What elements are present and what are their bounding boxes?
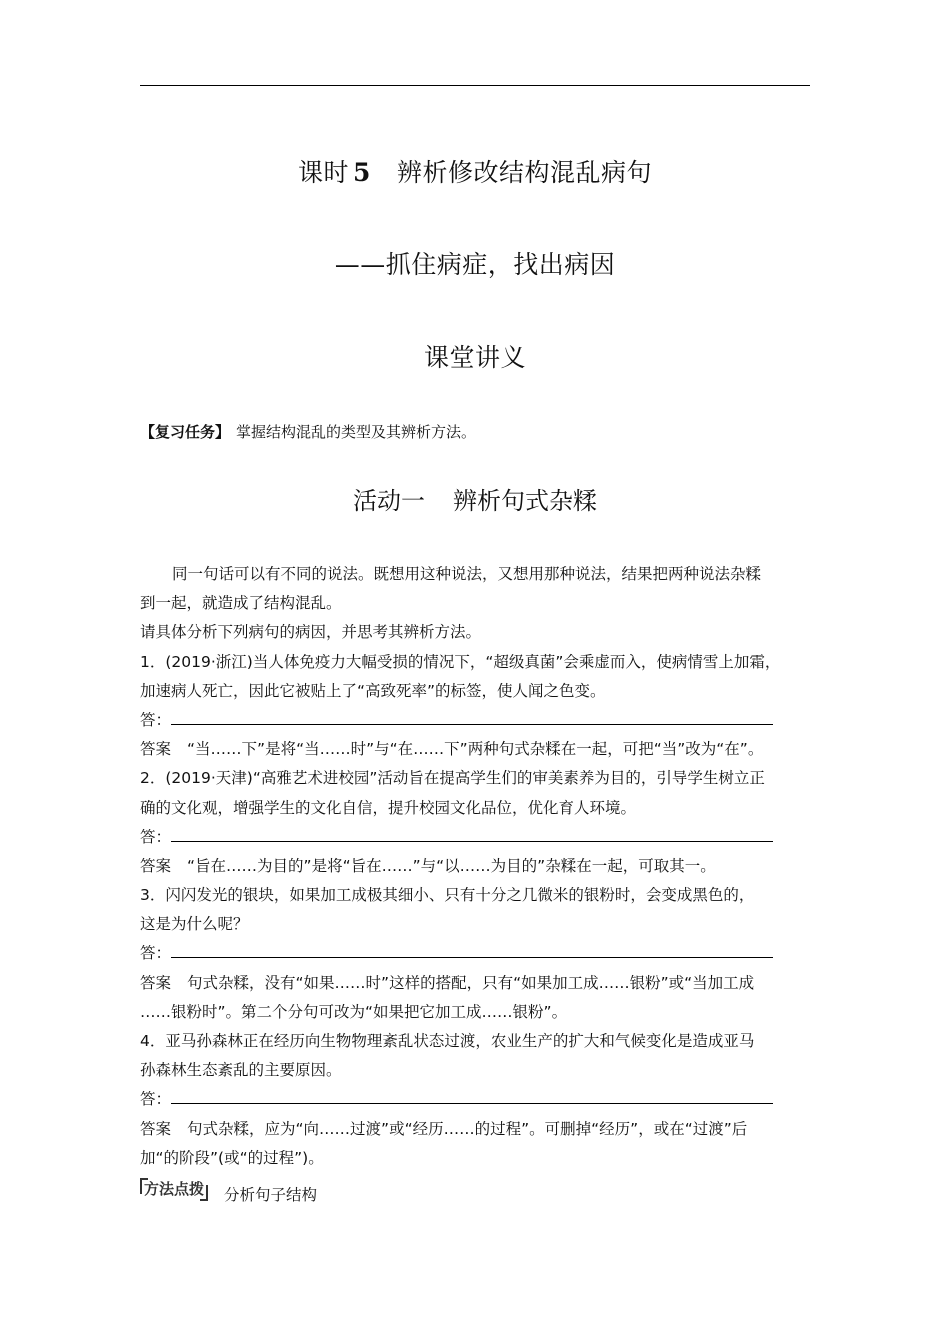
review-text: 掌握结构混乱的类型及其辨析方法。 <box>236 423 477 441</box>
answer-blank[interactable] <box>171 1089 773 1104</box>
intro-line: 到一起，就造成了结构混乱。 <box>140 594 342 613</box>
answer-blank[interactable] <box>171 827 773 842</box>
question-1-line: 1．(2019·浙江)当人体免疫力大幅受损的情况下，“超级真菌”会乘虚而入，使病情雪上加霜， <box>140 652 781 671</box>
question-2-line: 确的文化观，增强学生的文化自信，提升校园文化品位，优化育人环境。 <box>140 798 637 817</box>
section-heading: 课堂讲义 <box>423 343 526 372</box>
answer-blank-row: 答： <box>140 825 830 854</box>
method-tip <box>140 1175 830 1209</box>
header-rule <box>140 85 810 86</box>
answer-key-cont: 加“的阶段”(或“的过程”)。 <box>140 1148 324 1167</box>
question-3-line: 这是为什么呢？ <box>140 915 249 934</box>
question-1-line: 加速病人死亡，因此它被贴上了“高致死率”的标签，使人闻之色变。 <box>140 681 606 700</box>
lesson-number: 5 <box>353 158 371 187</box>
answer-key: 答案 句式杂糅，应为“向……过渡”或“经历……的过程”。可删掉“经历”，或在“过渡”后 <box>140 1119 748 1138</box>
answer-blank-row: 答： <box>140 1087 830 1116</box>
review-label: 【复习任务】 <box>140 423 231 441</box>
method-text: 分析句子结构 <box>224 1185 318 1204</box>
intro-line: 同一句话可以有不同的说法。既想用这种说法，又想用那种说法，结果把两种说法杂糅 <box>172 565 762 583</box>
method-tag: 方法点拨 <box>140 1178 208 1199</box>
lesson-title: 课时 5 辨析修改结构混乱病句 <box>298 158 652 187</box>
question-4-line: 4．亚马孙森林正在经历向生物物理紊乱状态过渡，农业生产的扩大和气候变化是造成亚马 <box>140 1032 755 1050</box>
intro-line: 请具体分析下列病句的病因，并思考其辨析方法。 <box>140 623 482 642</box>
answer-blank[interactable] <box>171 943 773 958</box>
answer-key: 答案 “旨在……为目的”是将“旨在……”与“以……为目的”杂糅在一起，可取其一。 <box>140 856 716 875</box>
question-2-line: 2．(2019·天津)“高雅艺术进校园”活动旨在提高学生们的审美素养为目的，引导学生树立正 <box>140 769 765 788</box>
answer-blank-row: 答： <box>140 941 830 970</box>
answer-blank-row: 答： <box>140 708 830 737</box>
answer-key: 答案 句式杂糅，没有“如果……时”这样的搭配，只有“如果加工成……银粉”或“当加工成 <box>140 973 755 992</box>
activity-heading: 活动一 辨析句式杂糅 <box>353 487 597 515</box>
answer-key: 答案 “当……下”是将“当……时”与“在……下”两种句式杂糅在一起，可把“当”改为“在”。 <box>140 740 764 759</box>
question-4-line: 孙森林生态紊乱的主要原因。 <box>140 1061 342 1080</box>
lesson-subtitle: ——抓住病症，找出病因 <box>334 250 616 279</box>
answer-blank[interactable] <box>171 710 773 725</box>
content-body <box>140 562 830 1209</box>
question-3-line: 3．闪闪发光的银块，如果加工成极其细小、只有十分之几微米的银粉时，会变成黑色的， <box>140 886 755 905</box>
answer-key-cont: ……银粉时”。第二个分句可改为“如果把它加工成……银粉”。 <box>140 1002 568 1021</box>
review-task <box>140 421 476 442</box>
